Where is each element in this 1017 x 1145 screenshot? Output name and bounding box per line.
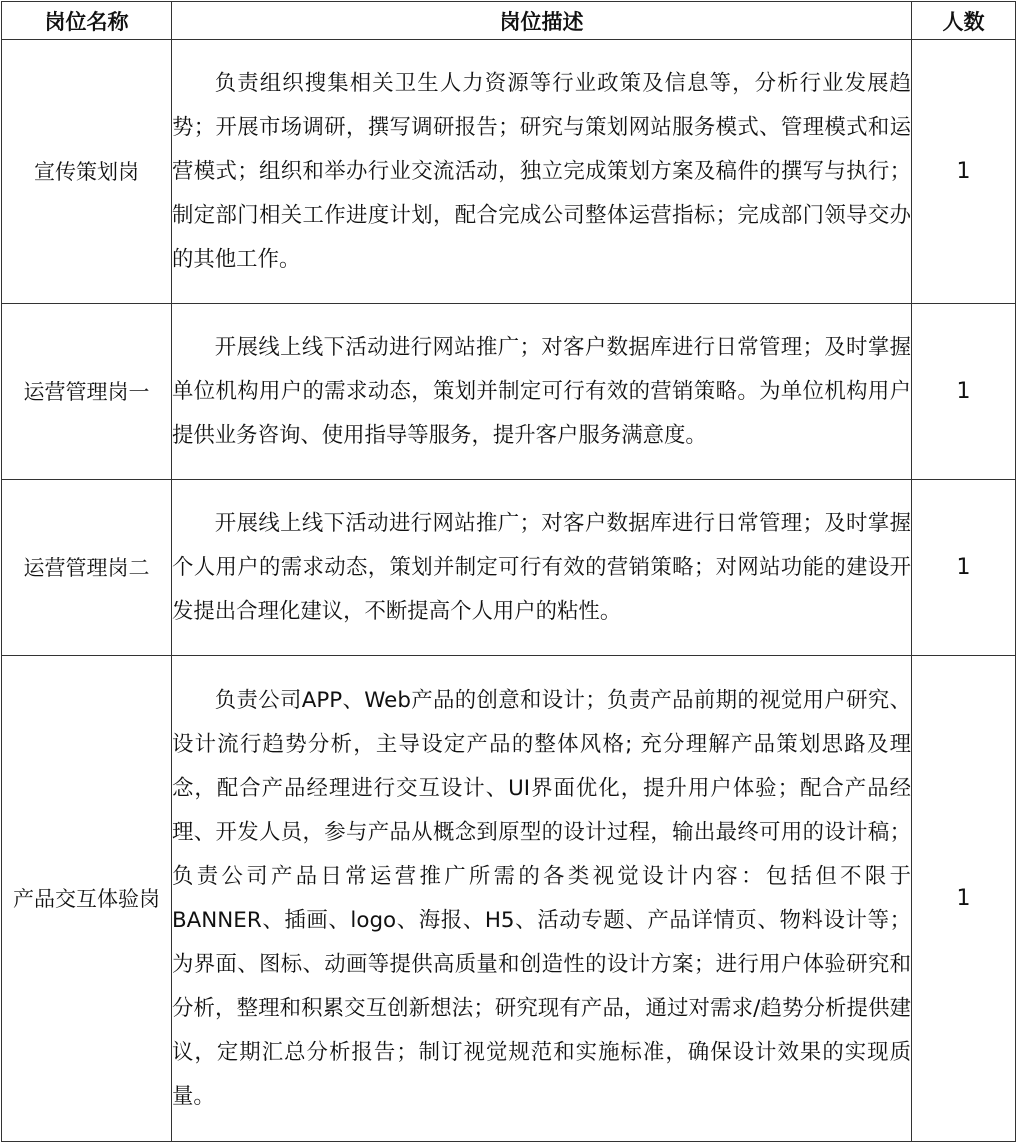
headcount-cell: 1 bbox=[912, 304, 1016, 480]
position-name-cell: 产品交互体验岗 bbox=[2, 656, 172, 1142]
headcount-cell: 1 bbox=[912, 40, 1016, 304]
header-position-name: 岗位名称 bbox=[2, 2, 172, 40]
header-headcount: 人数 bbox=[912, 2, 1016, 40]
position-description-cell: 开展线上线下活动进行网站推广；对客户数据库进行日常管理；及时掌握个人用户的需求动态，策划并制定可行有效的营销策略；对网站功能的建设开发提出合理化建议，不断提高个人用户的粘性。 bbox=[172, 480, 912, 656]
job-positions-table bbox=[1, 1, 1016, 1142]
position-name-cell: 宣传策划岗 bbox=[2, 40, 172, 304]
table-row bbox=[2, 656, 1016, 1142]
position-description-cell: 开展线上线下活动进行网站推广；对客户数据库进行日常管理；及时掌握单位机构用户的需求动态，策划并制定可行有效的营销策略。为单位机构用户提供业务咨询、使用指导等服务，提升客户服务满意度。 bbox=[172, 304, 912, 480]
table-row bbox=[2, 40, 1016, 304]
position-name-cell: 运营管理岗二 bbox=[2, 480, 172, 656]
position-description-cell: 负责组织搜集相关卫生人力资源等行业政策及信息等，分析行业发展趋势；开展市场调研，撰写调研报告；研究与策划网站服务模式、管理模式和运营模式；组织和举办行业交流活动，独立完成策划方案及稿件的撰写与执行；制定部门相关工作进度计划，配合完成公司整体运营指标；完成部门领导交办的其他工作。 bbox=[172, 40, 912, 304]
position-name-cell: 运营管理岗一 bbox=[2, 304, 172, 480]
table-row bbox=[2, 304, 1016, 480]
position-description-cell: 负责公司APP、Web产品的创意和设计；负责产品前期的视觉用户研究、设计流行趋势分析，主导设定产品的整体风格; 充分理解产品策划思路及理念，配合产品经理进行交互设计、UI界面优化，提升用户体验；配合产品经理、开发人员，参与产品从概念到原型的设计过程，输出最终可用的设计稿；负责公司产品日常运营推广所需的各类视觉设计内容：包括但不限于BANNER、插画、logo、海报、H5、活动专题、产品详情页、物料设计等；为界面、图标、动画等提供高质量和创造性的设计方案；进行用户体验研究和分析，整理和积累交互创新想法；研究现有产品，通过对需求/趋势分析提供建议，定期汇总分析报告；制订视觉规范和实施标准，确保设计效果的实现质量。 bbox=[172, 656, 912, 1142]
header-position-description: 岗位描述 bbox=[172, 2, 912, 40]
table-header-row bbox=[2, 2, 1016, 40]
table-row bbox=[2, 480, 1016, 656]
headcount-cell: 1 bbox=[912, 656, 1016, 1142]
headcount-cell: 1 bbox=[912, 480, 1016, 656]
